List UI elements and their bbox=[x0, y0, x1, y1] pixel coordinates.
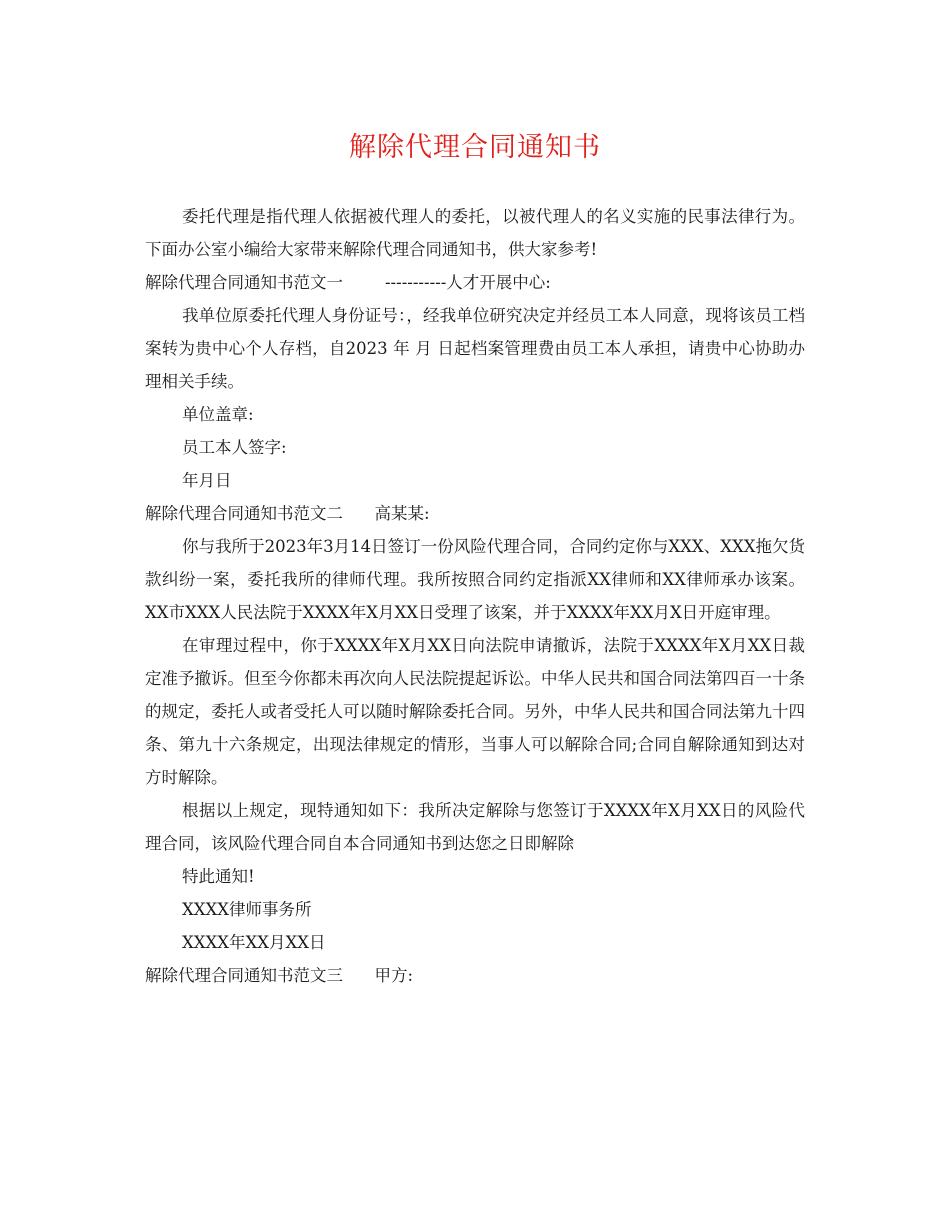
sample2-firm: XXXX律师事务所 bbox=[182, 900, 312, 919]
sample3-heading-line bbox=[145, 959, 805, 992]
sample2-paragraph-3: 根据以上规定，现特通知如下：我所决定解除与您签订于XXXX年X月XX日的风险代理合同，该风险代理合同自本合同通知书到达您之日即解除 bbox=[145, 801, 805, 853]
sample2-heading-line bbox=[145, 497, 805, 530]
sample3-heading: 解除代理合同通知书范文三 bbox=[145, 966, 343, 985]
sample2-paragraph-2: 在审理过程中，你于XXXX年X月XX日向法院申请撤诉，法院于XXXX年X月XX日裁定准予撤诉。但至今你都未再次向人民法院提起诉讼。中华人民共和国合同法第四百一十条的规定，委托人或者受托人可以随时解除委托合同。另外，中华人民共和国合同法第九十四条、第九十六条规定，出现法律规定的情形，当事人可以解除合同;合同自解除通知到达对方时解除。 bbox=[145, 636, 805, 787]
sample1-heading: 解除代理合同通知书范文一 bbox=[145, 273, 343, 292]
sample2-heading: 解除代理合同通知书范文二 bbox=[145, 504, 343, 523]
sample2-paragraph-1: 你与我所于2023年3月14日签订一份风险代理合同，合同约定你与XXX、XXX拖欠货款纠纷一案，委托我所的律师代理。我所按照合同约定指派XX律师和XX律师承办该案。XX市XXX人民法院于XXXX年X月XX日受理了该案，并于XXXX年XX月X日开庭审理。 bbox=[145, 537, 805, 622]
document-title: 解除代理合同通知书 bbox=[349, 132, 601, 163]
sample1-seal: 单位盖章: bbox=[182, 405, 254, 424]
sample1-body: 我单位原委托代理人身份证号：，经我单位研究决定并经员工本人同意，现将该员工档案转为贵中心个人存档，自2023 年 月 日起档案管理费由员工本人承担，请贵中心协助办理相关手续。 bbox=[145, 306, 805, 391]
sample3-party: 甲方: bbox=[374, 966, 414, 985]
sample2-notice: 特此通知! bbox=[182, 867, 255, 886]
sample1-heading-line bbox=[145, 266, 805, 299]
sample1-addressee: -----------人才开展中心: bbox=[384, 273, 551, 292]
intro-paragraph: 委托代理是指代理人依据被代理人的委托，以被代理人的名义实施的民事法律行为。下面办公室小编给大家带来解除代理合同通知书，供大家参考! bbox=[145, 207, 805, 259]
sample2-date: XXXX年XX月XX日 bbox=[182, 933, 326, 952]
document-body bbox=[145, 200, 805, 992]
sample2-addressee: 高某某: bbox=[374, 504, 430, 523]
sample1-date: 年月日 bbox=[182, 471, 232, 490]
sample1-sign: 员工本人签字: bbox=[182, 438, 287, 457]
